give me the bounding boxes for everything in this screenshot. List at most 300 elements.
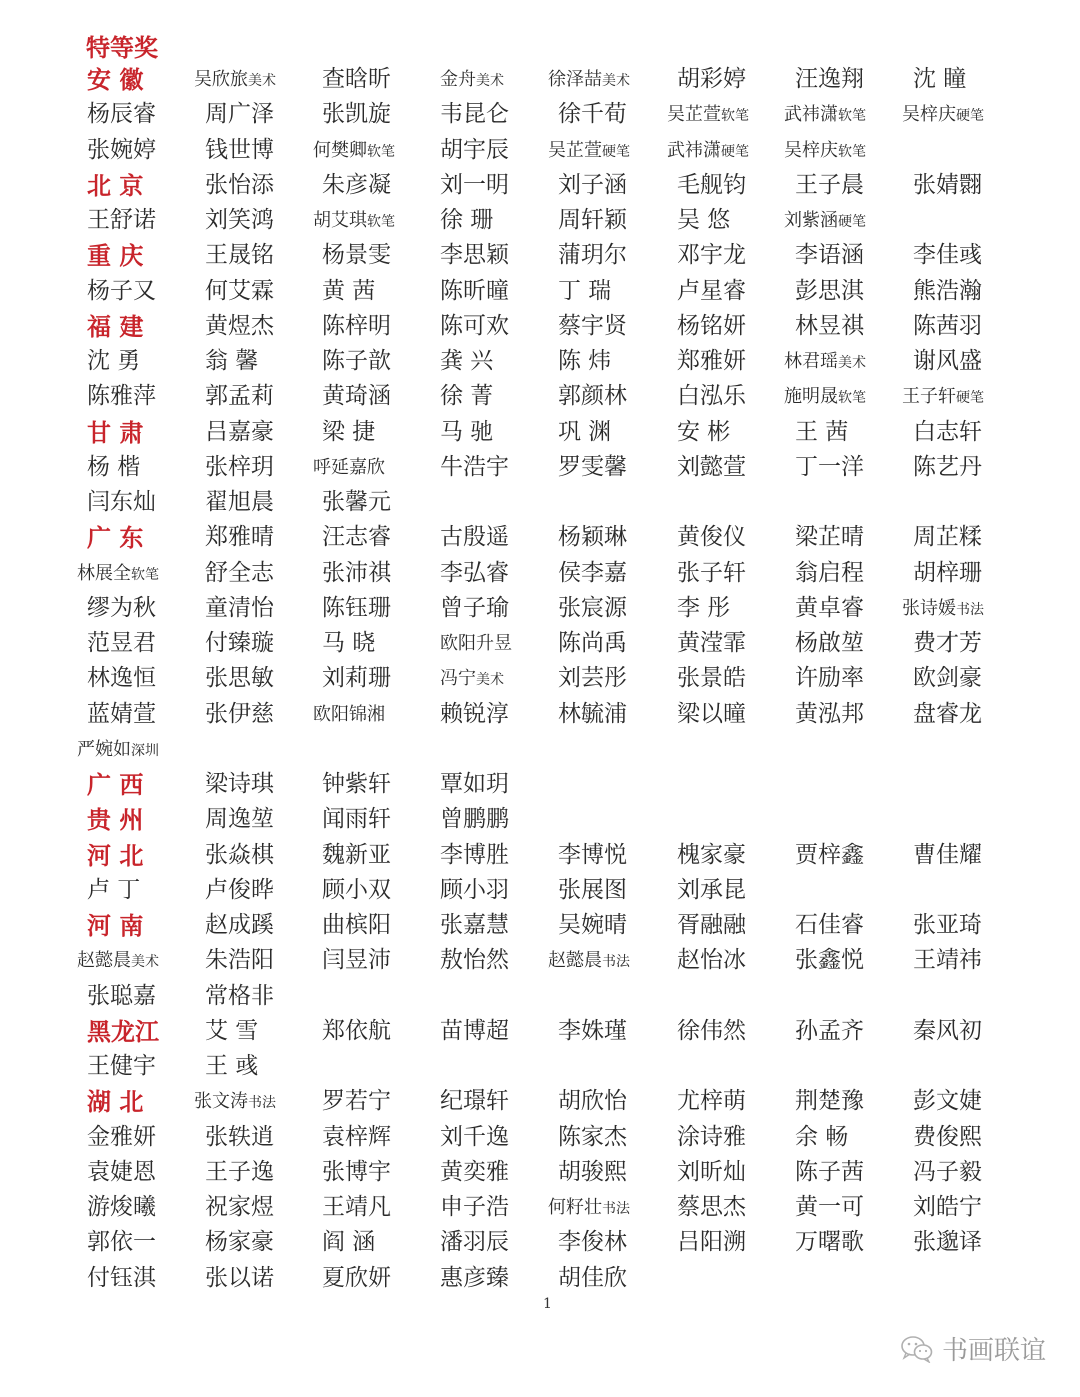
winner-name [440,556,509,591]
winner-name [558,344,611,379]
name-text: 张亚琦 [913,912,982,938]
name-text: 张梓玥 [205,453,274,480]
winner-name [902,591,984,626]
winner-name [87,1120,156,1155]
name-text: 张子轩 [677,559,746,586]
winner-name [322,556,391,591]
name-text: 罗雯馨 [558,453,627,480]
name-text: 毛舰钧 [677,171,746,198]
winner-name [440,379,493,414]
name-text: 徐 菁 [440,383,494,410]
name-text: 李 彤 [677,594,731,621]
winner-name [913,1190,982,1225]
name-text: 张文涛 [194,1091,248,1113]
name-text: 王舒诺 [87,207,156,233]
name-text: 牛浩宇 [440,453,509,480]
name-text: 张伊慈 [205,700,274,727]
award-title: 特等奖 [86,33,158,62]
name-text: 李博悦 [558,841,627,868]
name-text: 谢风盛 [913,348,982,374]
winner-name [795,1014,864,1049]
list-row [0,838,1080,873]
winner-name [87,133,156,168]
winner-name [677,274,746,309]
name-text: 蓝婧萱 [87,700,156,727]
name-text: 张婉婷 [87,136,156,163]
name-text: 林君瑶 [784,351,838,372]
name-text: 白志轩 [913,418,982,445]
name-text: 张怡添 [205,171,274,198]
name-text: 槐家豪 [677,841,746,868]
winner-name [677,379,746,414]
winner-name [87,379,156,414]
name-text: 张展图 [558,876,627,903]
name-text: 王子晨 [795,171,864,198]
winner-name [913,238,982,273]
winner-name [795,1190,864,1225]
name-text: 杨辰睿 [87,101,156,128]
province-text: 甘 肃 [87,417,144,447]
name-text: 缪为秋 [87,594,156,621]
winner-name [558,1155,627,1190]
winner-name [558,838,627,873]
name-text: 潘羽辰 [440,1229,509,1256]
name-text: 闫昱沛 [322,947,391,974]
name-text: 闫东灿 [87,489,156,515]
name-text: 杨啟堃 [795,630,864,656]
winner-name [205,97,274,132]
name-text: 杨 楷 [87,453,141,480]
name-text: 陈昕曈 [440,277,509,304]
winner-name [795,1120,848,1155]
winner-name [205,979,274,1014]
winner-name [205,697,274,732]
winner-name [205,203,274,238]
winner-name [205,415,274,450]
winner-name [205,908,274,943]
name-text: 严婉如 [77,738,131,760]
winner-name [440,1155,509,1190]
category-suffix: 硬笔 [838,214,866,230]
winner-name [440,838,509,873]
name-text: 王晟铭 [205,242,274,269]
winner-name [322,344,391,379]
winner-name [87,1155,156,1190]
list-row [0,1014,1080,1049]
category-suffix: 软笔 [838,143,866,160]
name-text: 韦昆仑 [440,101,509,128]
name-text: 李思颖 [440,242,509,269]
winner-name [440,344,493,379]
name-text: 古殷遥 [440,524,509,551]
winner-name [558,274,611,309]
name-text: 彭文婕 [913,1088,982,1115]
name-text: 杨家豪 [205,1229,274,1256]
winner-name [913,520,982,555]
watermark [900,1330,1046,1367]
name-text: 胡佳欣 [558,1264,627,1291]
name-text: 巩 渊 [558,418,612,445]
winner-name [795,168,864,203]
name-text: 张思敏 [205,665,274,692]
name-text: 李佳彧 [913,242,982,269]
winner-name [87,661,156,696]
name-text: 阎 涵 [322,1229,376,1256]
list-row [0,873,1080,908]
category-suffix: 硬笔 [602,143,630,160]
winner-name [87,1225,156,1260]
name-text: 苗博超 [440,1017,509,1044]
winner-name [913,415,982,450]
name-text: 安 彬 [677,418,731,445]
name-text: 李俊林 [558,1229,627,1256]
page-number: 1 [543,1296,552,1312]
winner-name [205,520,274,555]
winner-name [558,450,627,485]
name-text: 张鑫悦 [795,947,864,974]
winner-name [322,767,391,802]
name-text: 张嘉慧 [440,912,509,938]
province-label [87,62,143,97]
name-text: 赵怡冰 [677,947,746,974]
winner-name [440,168,509,203]
winner-name [784,97,866,132]
name-text: 吴芷萱 [667,104,721,126]
winner-name [322,309,391,344]
name-text: 黄琦涵 [322,383,391,410]
winner-name [795,626,864,661]
name-text: 郑雅晴 [205,524,274,551]
list-row [0,697,1080,732]
name-text: 张凯旋 [322,101,391,128]
name-text: 敖怡然 [440,947,509,974]
winner-name [205,485,274,520]
name-text: 贾梓鑫 [795,841,864,868]
winner-name [322,591,391,626]
winner-name [87,591,156,626]
name-text: 林毓浦 [558,700,627,727]
winner-name [913,908,982,943]
name-text: 罗若宁 [322,1088,391,1115]
name-text: 袁婕恩 [87,1158,156,1185]
name-text: 黄俊仪 [677,524,746,551]
name-text: 黄一可 [795,1194,864,1220]
winner-name [440,415,493,450]
name-text: 何艾霖 [205,277,274,304]
winner-name [205,626,274,661]
name-text: 徐伟然 [677,1017,746,1044]
winner-name [205,838,274,873]
name-text: 陈子茜 [795,1158,864,1185]
winner-name [87,626,156,661]
name-text: 梁以曈 [677,700,746,727]
name-text: 丁一洋 [795,453,864,480]
winner-name [322,661,391,696]
name-text: 沈 瞳 [913,66,967,92]
winner-name [440,626,512,661]
name-text: 覃如玥 [440,771,509,797]
name-text: 黄泓邦 [795,700,864,727]
list-row [0,133,1080,168]
name-text: 童清怡 [205,594,274,621]
province-text: 贵 州 [87,805,144,835]
winner-name [548,62,630,97]
winner-name [558,661,627,696]
winner-name [205,661,274,696]
name-text: 涂诗雅 [677,1123,746,1150]
category-suffix: 软笔 [131,566,159,583]
name-text: 陈子歆 [322,348,391,374]
name-text: 胡梓珊 [913,559,982,586]
winner-name [677,203,730,238]
name-text: 刘子涵 [558,171,627,198]
name-text: 顾小羽 [440,876,509,903]
winner-name [677,62,746,97]
list-row [0,556,1080,591]
winner-name [87,697,156,732]
list-row [0,767,1080,802]
name-text: 彭思淇 [795,277,864,304]
name-text: 周轩颖 [558,207,627,233]
name-text: 秦风初 [913,1017,982,1044]
name-text: 朱浩阳 [205,947,274,974]
name-text: 查晗昕 [322,66,391,92]
winner-name [440,203,493,238]
winner-name [313,203,395,238]
list-row [0,62,1080,97]
name-text: 胡骏熙 [558,1158,627,1185]
winner-name [205,1049,258,1084]
winner-name [313,450,385,485]
name-text: 李姝瑾 [558,1017,627,1044]
winner-name [205,450,274,485]
winner-name [677,661,746,696]
name-text: 张以诺 [205,1264,274,1291]
name-text: 沈 勇 [87,348,141,374]
name-text: 徐 珊 [440,207,494,233]
province-label [87,238,143,273]
name-text: 熊浩瀚 [913,277,982,304]
name-text: 吴 悠 [677,207,731,233]
name-text: 黄 茜 [322,277,376,304]
winner-name [795,309,864,344]
winner-name [440,943,509,978]
name-text: 陈家杰 [558,1123,627,1150]
name-text: 周广泽 [205,101,274,128]
list-row [0,485,1080,520]
name-text: 吴梓庆 [784,139,838,161]
winner-name [205,873,274,908]
province-text: 福 建 [87,311,144,341]
name-text: 夏欣妍 [322,1264,391,1291]
winner-name [558,1225,627,1260]
province-text: 北 京 [87,170,144,200]
name-text: 石佳睿 [795,912,864,938]
winner-name [784,133,866,168]
winner-name [313,133,395,168]
name-text: 李弘睿 [440,559,509,586]
winner-name [558,238,627,273]
winner-name [440,908,509,943]
winner-name [322,1014,391,1049]
province-label [87,908,143,943]
winner-name [322,1225,375,1260]
winner-name [322,520,391,555]
list-row [0,802,1080,837]
name-text: 赵成蹊 [205,912,274,938]
name-text: 金雅妍 [87,1123,156,1150]
name-text: 曾子瑜 [440,594,509,621]
winner-name [784,203,866,238]
winner-name [205,767,274,802]
province-text: 安 徽 [87,65,144,94]
category-suffix: 美术 [602,73,630,89]
name-text: 吴芷萱 [548,139,602,161]
winner-name [795,838,864,873]
name-text: 张聪嘉 [87,982,156,1009]
province-label [87,1084,143,1119]
winner-name [440,97,509,132]
list-row [0,520,1080,555]
winner-name [913,1014,982,1049]
name-text: 费才芳 [913,630,982,656]
name-text: 朱彦凝 [322,171,391,198]
winner-name [87,979,156,1014]
winner-name [913,943,982,978]
winner-name [322,415,375,450]
winner-name [913,697,982,732]
name-text: 付臻璇 [205,630,274,656]
name-text: 王靖祎 [913,947,982,974]
winner-name [87,1049,156,1084]
name-text: 惠彦臻 [440,1264,509,1291]
name-text: 顾小双 [322,876,391,903]
winner-name [205,1155,274,1190]
name-text: 付钰淇 [87,1264,156,1291]
name-text: 杨景雯 [322,242,391,269]
winner-name [440,1225,509,1260]
winner-name [205,274,274,309]
winner-name [87,274,156,309]
name-text: 盘睿龙 [913,700,982,727]
winner-name [194,62,276,97]
list-row [0,1049,1080,1084]
winner-name [440,873,509,908]
winner-name [667,97,749,132]
winner-name [548,1190,630,1225]
name-text: 马 驰 [440,418,494,445]
province-text: 重 庆 [87,241,144,271]
name-text: 范昱君 [87,630,156,656]
name-text: 张焱棋 [205,841,274,868]
name-text: 施明晟 [784,386,838,408]
winner-name [913,661,982,696]
winner-name [205,1225,274,1260]
name-text: 张沛祺 [322,559,391,586]
name-text: 常格非 [205,982,274,1009]
name-text: 黄卓睿 [795,594,864,621]
winner-name [558,97,627,132]
name-text: 冯宁 [440,668,476,690]
name-text: 万曙歌 [795,1229,864,1256]
list-row [0,309,1080,344]
name-text: 荆楚豫 [795,1088,864,1115]
name-text: 张馨元 [322,489,391,515]
name-text: 吴婉晴 [558,912,627,938]
name-text: 陈钰珊 [322,594,391,621]
winner-name [440,1014,509,1049]
winner-name [548,133,630,168]
name-text: 冯子毅 [913,1158,982,1185]
name-text: 蔡思杰 [677,1194,746,1220]
name-text: 袁梓辉 [322,1123,391,1150]
winner-name [913,1084,982,1119]
winner-name [558,415,611,450]
winner-name [558,591,627,626]
list-row [0,1261,1080,1296]
category-suffix: 美术 [476,672,504,689]
winner-name [322,168,391,203]
winner-name [440,520,509,555]
winner-name [913,626,982,661]
winner-name [87,97,156,132]
name-text: 申子浩 [440,1194,509,1220]
list-row [0,1155,1080,1190]
winner-name [795,520,864,555]
winner-name [322,97,391,132]
watermark-text: 书画联谊 [942,1336,1047,1366]
name-text: 武祎潇 [667,139,721,161]
name-text: 金舟 [440,69,476,90]
winner-name [902,379,984,414]
category-suffix: 软笔 [838,390,866,407]
winner-name [913,274,982,309]
category-suffix: 软笔 [721,108,749,125]
province-label [87,802,143,837]
winner-name [558,379,627,414]
winner-name [677,873,746,908]
name-text: 杨铭妍 [677,312,746,339]
name-text: 刘承昆 [677,876,746,903]
province-text: 河 北 [87,840,144,870]
winner-name [322,1155,391,1190]
name-text: 梁诗琪 [205,771,274,797]
name-text: 武祎潇 [784,104,838,126]
winner-name [322,274,375,309]
list-row [0,1120,1080,1155]
category-suffix: 软笔 [367,143,395,160]
name-text: 张婧翾 [913,171,982,198]
winner-name [440,1261,509,1296]
winner-name [677,1225,746,1260]
winner-name [677,344,746,379]
name-text: 刘懿萱 [677,453,746,480]
name-text: 王子轩 [902,386,956,408]
category-suffix: 书法 [602,954,630,971]
winner-name [87,1190,156,1225]
province-label [87,520,143,555]
category-suffix: 美术 [476,73,504,89]
list-row [0,979,1080,1014]
winner-name [87,1261,156,1296]
name-text: 林展全 [77,562,131,584]
winner-name [205,1120,274,1155]
winner-name [558,697,627,732]
winner-name [677,1190,746,1225]
name-text: 陈 炜 [558,348,612,374]
winner-name [205,168,274,203]
name-text: 魏新亚 [322,841,391,868]
